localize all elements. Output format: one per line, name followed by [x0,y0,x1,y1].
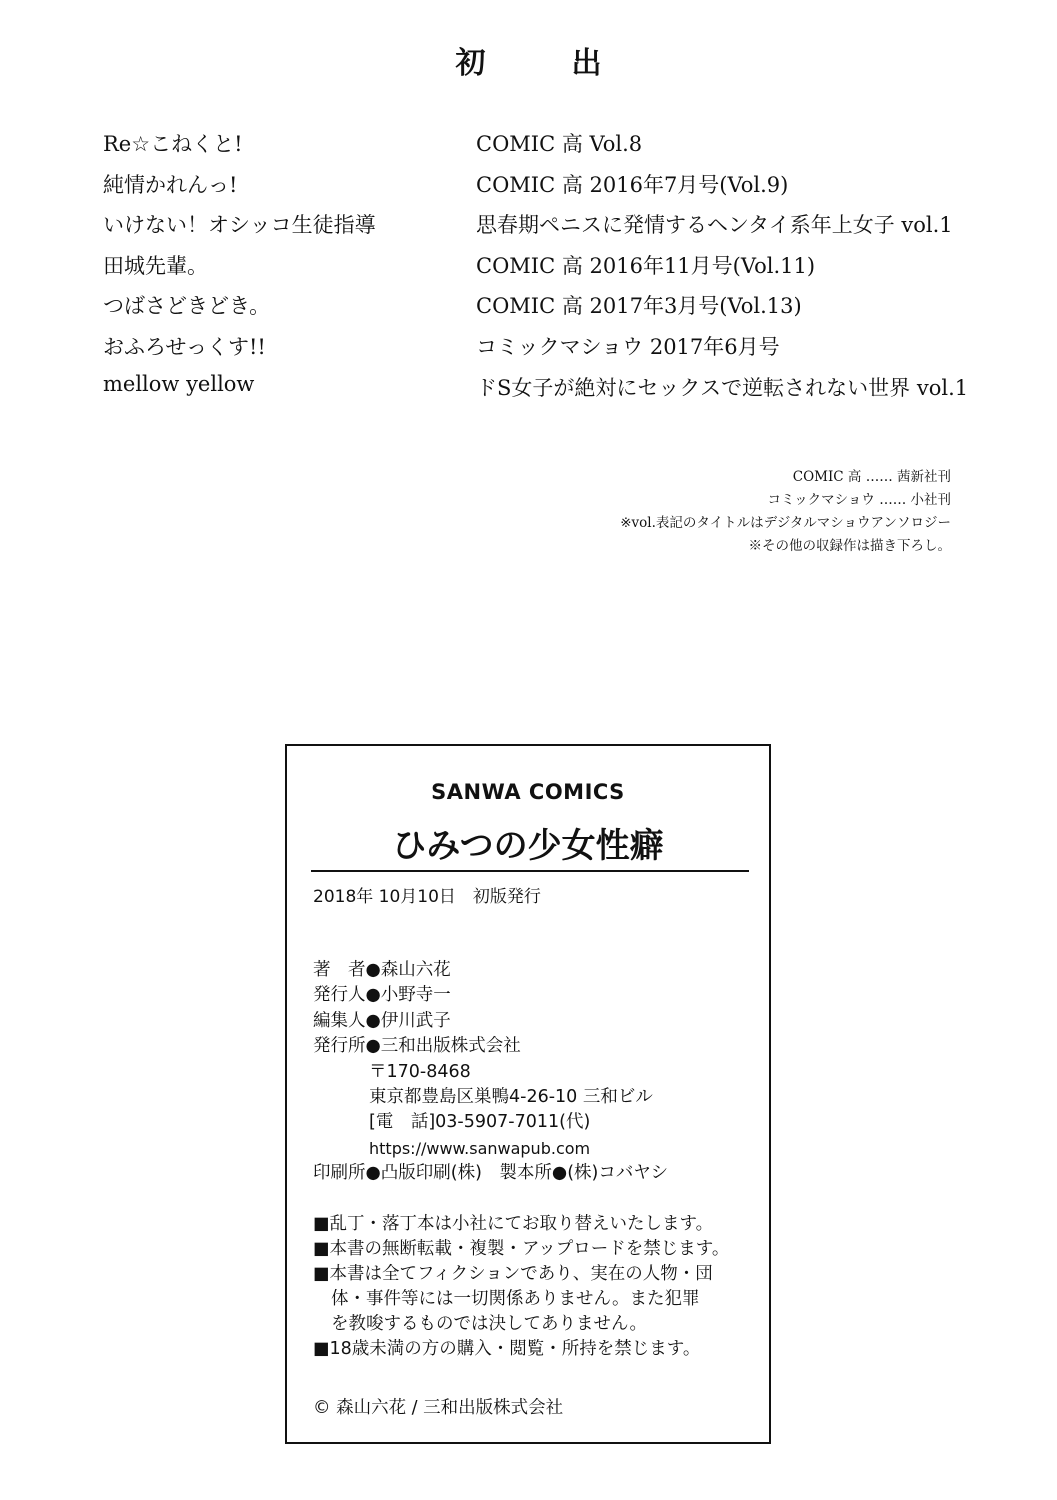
note-line: ※その他の収録作は描き下ろし。 [748,538,951,554]
work-source: COMIC 高 2016年7月号(Vol.9) [476,173,789,197]
website-url: https://www.sanwapub.com [369,1138,591,1158]
publish-date: 2018年 10月10日 初版発行 [313,887,541,907]
colophon-box [285,744,771,1444]
publisher-person-line: 発行人●小野寺一 [313,985,451,1006]
book-title: ひみつの少女性癖 [392,826,664,866]
copyright: © 森山六花 / 三和出版株式会社 [313,1398,564,1418]
postal-code: 〒170-8468 [369,1061,471,1082]
note-line: コミックマショウ …… 小社刊 [767,492,951,508]
work-source: COMIC 高 2017年3月号(Vol.13) [476,294,802,318]
notice-line: ■18歳未満の方の購入・閲覧・所持を禁じます。 [313,1339,701,1359]
note-line: ※vol.表記のタイトルはデジタルマショウアンソロジー [620,515,951,531]
work-title: 純情かれんっ! [103,173,238,197]
notice-line: を教唆するものでは決してありません。 [331,1314,648,1334]
list-item [0,290,1057,320]
first-appearance-heading: 初 出 [455,46,630,81]
list-item [0,372,1057,402]
source-notes [620,466,951,558]
credits [313,958,668,1187]
notice-line: 体・事件等には一切関係ありません。また犯罪 [331,1289,700,1309]
notice-line: ■乱丁・落丁本は小社にてお取り替えいたします。 [313,1214,714,1234]
work-source: コミックマショウ 2017年6月号 [476,335,780,359]
work-source: COMIC 高 2016年11月号(Vol.11) [476,254,816,278]
list-item [0,331,1057,361]
work-title: おふろせっくす!! [103,335,266,359]
phone: [電 話]03-5907-7011(代) [369,1112,591,1133]
list-item [0,209,1057,239]
list-item [0,169,1057,199]
work-title: いけない！オシッコ生徒指導 [103,213,376,237]
list-item [0,250,1057,280]
series-name: SANWA COMICS [431,780,625,804]
address: 東京都豊島区巣鴨4-26-10 三和ビル [369,1087,653,1108]
publisher-line: 発行所●三和出版株式会社 [313,1036,521,1057]
work-source: COMIC 高 Vol.8 [476,132,643,156]
title-underline [311,870,749,872]
work-title: mellow yellow [103,372,255,396]
list-item [0,128,1057,158]
editor-line: 編集人●伊川武子 [313,1010,451,1031]
note-line: COMIC 高 …… 茜新社刊 [792,469,951,485]
work-title: Re☆こねくと! [103,132,243,156]
work-source: 思春期ペニスに発情するヘンタイ系年上女子 vol.1 [476,213,953,237]
printer-line: 印刷所●凸版印刷(株) 製本所●(株)コバヤシ [313,1163,669,1184]
notices [313,1212,729,1362]
work-title: つばさどきどき。 [103,294,271,318]
work-source: ドS女子が絶対にセックスで逆転されない世界 vol.1 [476,376,969,400]
author-line: 著 者●森山六花 [313,960,451,980]
notice-line: ■本書の無断転載・複製・アップロードを禁じます。 [313,1239,730,1259]
notice-line: ■本書は全てフィクションであり、実在の人物・団 [313,1264,713,1284]
work-title: 田城先輩。 [103,254,208,278]
